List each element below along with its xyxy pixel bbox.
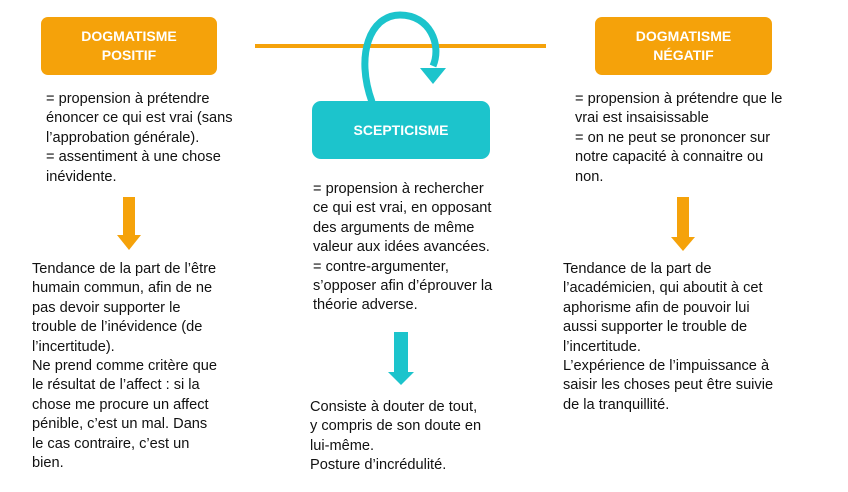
scepticisme-box (312, 101, 490, 159)
dogmatisme-negatif-title: DOGMATISME NÉGATIF (635, 28, 732, 63)
left-down-arrow-icon (117, 197, 141, 250)
loop-arrow (365, 15, 436, 102)
scepticisme-consequence: Consiste à douter de tout, y compris de son doute en lui-même. Posture d’incrédulité. (310, 399, 482, 474)
dogmatisme-positif-box (41, 17, 217, 75)
loop-arrow-head-icon (420, 68, 446, 84)
dogmatisme-positif-consequence: Tendance de la part de l’être humain commun, afin de ne pas devoir supporter le trouble de l’inévidence (de l’incertitude). Ne prend comme critère que le résultat de l’affect : si la chose me procure un affect pénible, c’est un mal. Dans le cas contraire, c’est un bien. (32, 261, 217, 472)
dogmatisme-positif-title: DOGMATISME POSITIF (81, 28, 177, 63)
center-down-arrow-icon (388, 332, 414, 385)
dogmatisme-negatif-definition: = propension à prétendre que le vrai est insaisissable = on ne peut se prononcer sur notre capacité à connaitre ou non. (575, 91, 783, 185)
scepticisme-definition: = propension à rechercher ce qui est vrai, en opposant des arguments de même valeur aux idées avancées. = contre-argumenter, s’opposer afin d’éprouver la théorie adverse. (313, 181, 493, 314)
scepticisme-title: SCEPTICISME (353, 121, 449, 138)
right-down-arrow-icon (671, 197, 695, 251)
dogmatisme-positif-definition: = propension à prétendre énoncer ce qui est vrai (sans l’approbation générale). = assentiment à une chose inévidente. (46, 91, 233, 185)
dogmatisme-negatif-box (595, 17, 772, 75)
dogmatisme-negatif-consequence: Tendance de la part de l’académicien, qui aboutit à cet aphorisme afin de pouvoir lui aussi supporter le trouble de l’incertitude. L’expérience de l’impuissance à saisir les choses peut être suivie de la tranquillité. (563, 261, 774, 413)
